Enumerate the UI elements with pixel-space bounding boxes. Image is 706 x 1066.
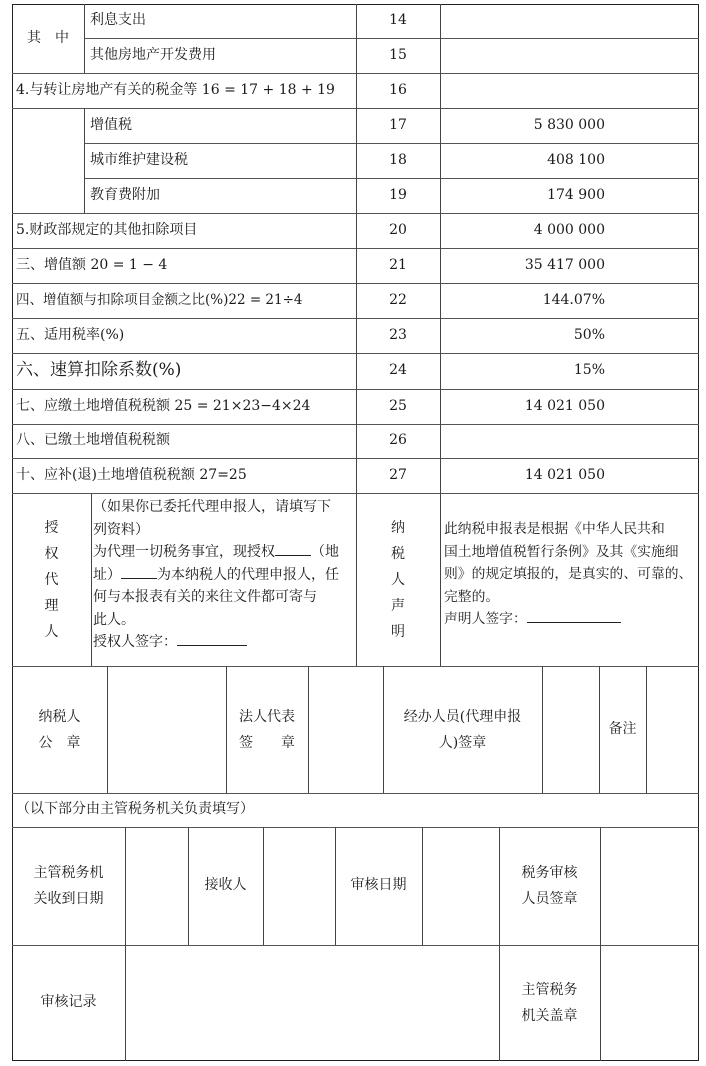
label-char: 人 — [391, 571, 405, 588]
row-label: 4.与转让房地产有关的税金等 16 = 17 + 18 + 19 — [16, 81, 335, 98]
received-date-field[interactable] — [125, 827, 188, 945]
row-amount[interactable]: 14 021 050 — [524, 397, 605, 414]
declarant-signature-field[interactable] — [527, 608, 621, 623]
row-label: 三、增值额 20 = 1 − 4 — [16, 256, 168, 273]
auth-line: 列资料） — [93, 521, 149, 538]
review-date-label: 审核日期 — [350, 877, 407, 894]
label-char: 权 — [44, 545, 59, 562]
row-label: 增值税 — [90, 116, 132, 133]
row-label: 五、适用税率(%) — [16, 326, 125, 343]
row-amount[interactable] — [440, 73, 699, 108]
declarant-signature-label: 声明人签字： — [444, 611, 527, 627]
label-char: 明 — [391, 623, 405, 640]
row-amount[interactable]: 4 000 000 — [533, 221, 605, 238]
decl-line — [444, 608, 700, 631]
review-record-label: 审核记录 — [40, 994, 97, 1011]
label-line: 公 章 — [38, 734, 81, 751]
label-line: 经办人员(代理申报 — [403, 708, 522, 725]
row-amount[interactable]: 15% — [573, 362, 605, 379]
auth-text: 址） — [93, 566, 121, 583]
row-label: 七、应缴土地增值税税额 25 = 21×23−4×24 — [16, 397, 311, 414]
auth-line — [93, 631, 356, 654]
auth-text: 为本纳税人的代理申报人，任 — [157, 566, 339, 583]
row-amount[interactable]: 144.07% — [542, 291, 605, 308]
row-amount[interactable]: 35 417 000 — [524, 256, 605, 273]
taxpayer-seal-label — [12, 666, 107, 793]
reviewer-seal-field[interactable] — [600, 827, 699, 945]
auth-line: （如果你已委托代理申报人，请填写下 — [93, 499, 331, 515]
row-label: 其他房地产开发费用 — [90, 46, 216, 63]
row-amount[interactable] — [440, 38, 699, 73]
label-line: 主管税务 — [521, 982, 578, 998]
label-char: 税 — [391, 545, 405, 562]
auth-line — [93, 541, 356, 564]
label-char: 理 — [44, 597, 59, 614]
remarks-field[interactable] — [646, 666, 699, 793]
label-line: 主管税务机 — [33, 865, 104, 881]
label-char: 代 — [44, 571, 59, 588]
auth-text: （地 — [311, 544, 339, 560]
row-line-number: 17 — [389, 116, 407, 133]
tax-office-note: （以下部分由主管税务机关负责填写） — [16, 801, 254, 818]
row-line-number: 15 — [389, 46, 407, 63]
decl-line: 此纳税申报表是根据《中华人民共和 — [444, 521, 665, 537]
row-label: 5.财政部规定的其他扣除项目 — [16, 221, 198, 238]
label-char: 人 — [44, 623, 59, 640]
row-label: 四、增值额与扣除项目金额之比(%)22 = 21÷4 — [16, 292, 303, 309]
decl-line: 国土地增值税暂行条例》及其《实施细 — [444, 543, 679, 560]
declaration-text — [444, 518, 700, 631]
row-label: 六、速算扣除系数(%) — [16, 360, 182, 381]
row-label: 教育费附加 — [90, 186, 160, 203]
decl-line: 则》的规定填报的，是真实的、可靠的、 — [444, 566, 693, 582]
row-amount[interactable]: 5 830 000 — [533, 116, 605, 133]
agent-seal-label — [383, 666, 542, 793]
agent-seal-field[interactable] — [542, 666, 599, 793]
taxpayer-seal-field[interactable] — [107, 666, 226, 793]
row-line-number: 16 — [389, 81, 407, 98]
row-line-number: 21 — [389, 256, 407, 273]
auth-text: 为代理一切税务事宜，现授权 — [93, 544, 275, 560]
receiver-field[interactable] — [263, 827, 335, 945]
label-line: 关收到日期 — [33, 891, 104, 907]
label-char: 声 — [391, 597, 405, 614]
row-line-number: 27 — [389, 466, 407, 483]
received-date-label — [12, 827, 125, 945]
legal-rep-seal-field[interactable] — [308, 666, 383, 793]
receiver-label: 接收人 — [204, 877, 247, 894]
auth-line: 何与本报表有关的来往文件都可寄与 — [93, 589, 317, 605]
authorizer-signature-field[interactable] — [177, 631, 247, 646]
auth-signature-label: 授权人签字： — [93, 634, 177, 650]
row-label: 八、已缴土地增值税税额 — [16, 432, 170, 449]
row-line-number: 20 — [389, 221, 407, 238]
row-line-number: 18 — [389, 151, 407, 168]
row-line-number: 23 — [389, 326, 407, 343]
row-amount[interactable]: 408 100 — [547, 151, 605, 168]
row-label: 十、应补(退)土地增值税税额 27=25 — [16, 466, 247, 483]
authorized-agent-label — [12, 493, 91, 666]
label-line: 纳税人 — [38, 708, 81, 725]
taxpayer-declaration-label — [356, 493, 440, 666]
row-line-number: 14 — [389, 12, 407, 29]
row-label: 利息支出 — [90, 12, 146, 29]
review-date-field[interactable] — [422, 827, 499, 945]
auth-line — [93, 564, 356, 587]
label-line: 签 章 — [239, 734, 295, 751]
agent-address-blank[interactable] — [121, 564, 157, 579]
label-char: 授 — [44, 519, 59, 536]
legal-rep-seal-label — [226, 666, 308, 793]
review-record-field[interactable] — [125, 945, 499, 1061]
row-line-number: 19 — [389, 186, 407, 203]
row-line-number: 25 — [389, 397, 407, 414]
row-amount[interactable]: 174 900 — [547, 186, 605, 203]
reviewer-seal-label — [499, 827, 600, 945]
row-amount[interactable] — [440, 4, 699, 38]
auth-line: 此人。 — [93, 611, 135, 628]
office-seal-label — [499, 945, 600, 1061]
row-amount[interactable] — [440, 424, 699, 458]
row-label: 城市维护建设税 — [90, 151, 188, 168]
label-line: 人员签章 — [521, 891, 578, 907]
group-label-qizhong: 其 中 — [27, 29, 69, 46]
label-line: 机关盖章 — [521, 1008, 578, 1024]
label-line: 人)签章 — [438, 734, 487, 751]
agent-name-blank[interactable] — [275, 541, 311, 556]
row-amount[interactable]: 14 021 050 — [524, 466, 605, 483]
remarks-label: 备注 — [608, 720, 637, 737]
authorization-text — [93, 496, 356, 654]
label-line: 法人代表 — [239, 708, 295, 725]
row-line-number: 24 — [389, 362, 407, 379]
row-line-number: 26 — [389, 432, 407, 449]
row-amount[interactable]: 50% — [573, 326, 605, 343]
decl-line: 完整的。 — [444, 588, 500, 605]
row-line-number: 22 — [389, 291, 407, 308]
label-line: 税务审核 — [521, 865, 578, 881]
label-char: 纳 — [391, 519, 405, 536]
office-seal-field[interactable] — [600, 945, 699, 1061]
col-divider — [91, 493, 92, 666]
